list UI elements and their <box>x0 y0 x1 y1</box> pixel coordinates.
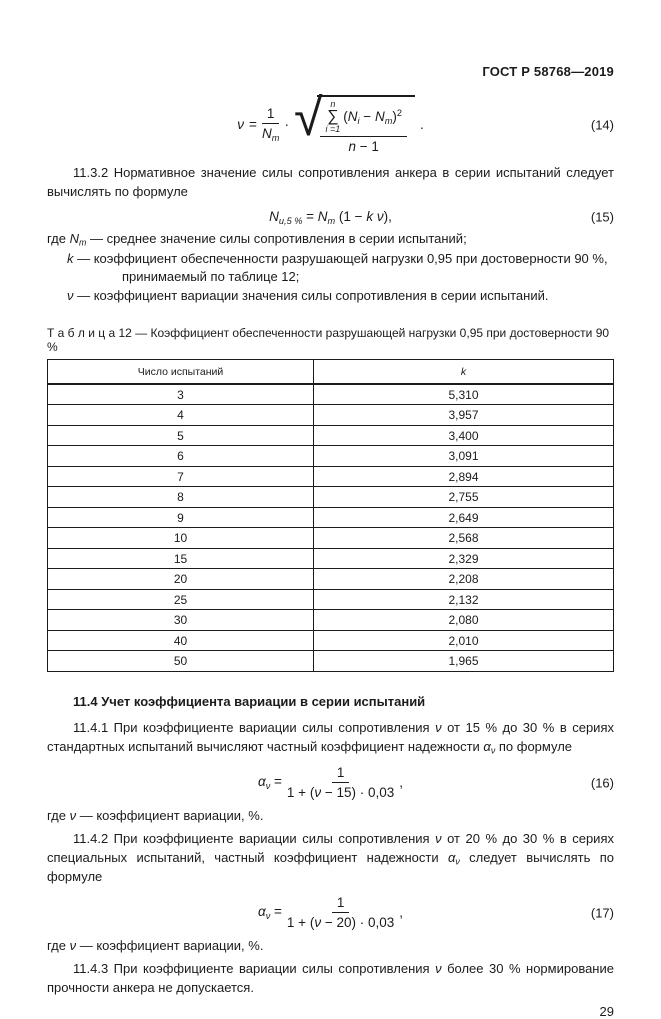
table-cell: 3,400 <box>314 425 614 446</box>
table-row <box>48 507 614 528</box>
table-cell: 5 <box>48 425 314 446</box>
formula-17-comma: , <box>399 905 403 921</box>
table-cell: 2,329 <box>314 548 614 569</box>
formula-14-period: . <box>419 117 424 132</box>
fraction-denominator: $N_m$ <box>261 126 280 143</box>
table-row <box>48 548 614 569</box>
formula-17 <box>47 895 614 930</box>
radical <box>293 89 415 154</box>
table-cell: 3,091 <box>314 446 614 467</box>
sum-upper-limit: n <box>330 99 336 109</box>
formula-14-nu: ν <box>237 117 245 132</box>
header-cell-tests-count: Число испытаний <box>48 359 314 384</box>
summation-symbol <box>325 100 340 134</box>
table-cell: 25 <box>48 589 314 610</box>
coefficients-table <box>47 359 614 672</box>
table-row <box>48 425 614 446</box>
where-clause-16: где ν — коэффициент вариации, %. <box>47 808 264 824</box>
table-cell: 3,957 <box>314 405 614 426</box>
formula-16-expression <box>47 765 614 800</box>
table-cell: 10 <box>48 528 314 549</box>
sum-term: $(N_i - N_m)^2$ <box>343 108 402 126</box>
paragraph-11-3-2: 11.3.2 Нормативное значение силы сопротивления анкера в серии испытаний следует вычислять по формуле <box>47 165 614 199</box>
formula-15-expression <box>47 209 614 226</box>
formula-16-comma: , <box>399 775 403 791</box>
fraction-numerator: 1 <box>262 106 280 124</box>
table-cell: 2,080 <box>314 610 614 631</box>
fraction-denominator: 1 + (ν − 20) · 0,03 <box>286 915 395 931</box>
table-row <box>48 446 614 467</box>
table-row <box>48 569 614 590</box>
table-cell: 2,208 <box>314 569 614 590</box>
formula-14-middot: · <box>284 117 289 132</box>
fraction-numerator: 1 <box>332 895 350 913</box>
table-row <box>48 528 614 549</box>
formula-15-number: (15) <box>590 209 614 225</box>
formula-16 <box>47 765 614 800</box>
table-row <box>48 589 614 610</box>
formula-14 <box>47 89 614 154</box>
sum-lower-limit: i =1 <box>325 124 341 134</box>
formula-15 <box>47 209 614 226</box>
formula-16-lhs: $\alpha_\nu$ = <box>257 774 282 792</box>
page-content <box>47 0 614 1019</box>
formula-14-expression <box>47 89 614 154</box>
formula-14-fraction-2 <box>320 100 406 154</box>
page-number: 29 <box>599 1003 614 1019</box>
fraction-numerator <box>320 100 406 137</box>
formula-14-equals: = <box>249 117 257 132</box>
table-cell: 2,568 <box>314 528 614 549</box>
header-cell-k: k <box>314 359 614 384</box>
table-cell: 2,894 <box>314 466 614 487</box>
table-cell: 4 <box>48 405 314 426</box>
table-cell: 2,649 <box>314 507 614 528</box>
formula-14-fraction-1 <box>262 106 280 143</box>
definition-item: k — коэффициент обеспеченности разрушающей нагрузки 0,95 при достоверности 90 %, принимаемый по таблице 12; <box>67 250 608 285</box>
formula-17-fraction <box>287 895 394 930</box>
definition-item: ν — коэффициент вариации значения силы сопротивления в серии испытаний. <box>67 287 549 303</box>
table-cell: 1,965 <box>314 651 614 672</box>
table-cell: 2,132 <box>314 589 614 610</box>
table-cell: 6 <box>48 446 314 467</box>
table-cell: 50 <box>48 651 314 672</box>
formula-17-lhs: $\alpha_\nu$ = <box>257 904 282 922</box>
table-row <box>48 610 614 631</box>
table-row <box>48 384 614 405</box>
formula-17-expression <box>47 895 614 930</box>
table-cell: 9 <box>48 507 314 528</box>
table-row <box>48 487 614 508</box>
fraction-denominator: n − 1 <box>348 139 379 154</box>
formula-15-body: $N_{u,5 \%} = N_m$ (1 − k ν), <box>269 208 392 226</box>
table-cell: 2,755 <box>314 487 614 508</box>
definitions-list <box>47 230 614 305</box>
table-cell: 30 <box>48 610 314 631</box>
table-row <box>48 651 614 672</box>
section-heading-11-4: 11.4 Учет коэффициента вариации в серии испытаний <box>73 693 426 709</box>
table-cell: 40 <box>48 630 314 651</box>
table-row <box>48 466 614 487</box>
table-caption: Т а б л и ц а 12 — Коэффициент обеспеченности разрушающей нагрузки 0,95 при достоверности 90 % <box>47 325 610 354</box>
table-cell: 2,010 <box>314 630 614 651</box>
fraction-denominator: 1 + (ν − 15) · 0,03 <box>286 785 395 801</box>
table-cell: 15 <box>48 548 314 569</box>
formula-16-fraction <box>287 765 394 800</box>
formula-17-number: (17) <box>590 905 614 921</box>
table-cell: 20 <box>48 569 314 590</box>
formula-14-number: (14) <box>590 117 614 132</box>
table-body <box>48 384 614 672</box>
table-header-row <box>48 359 614 384</box>
table-cell: 7 <box>48 466 314 487</box>
table-row <box>48 630 614 651</box>
table-cell: 8 <box>48 487 314 508</box>
sigma-icon: ∑ <box>327 108 339 125</box>
paragraph-11-4-3: 11.4.3 При коэффициенте вариации силы сопротивления ν более 30 % нормирование прочности анкера не допускается. <box>47 961 614 995</box>
where-clause-17: где ν — коэффициент вариации, %. <box>47 938 264 954</box>
paragraph-11-4-1: 11.4.1 При коэффициенте вариации силы сопротивления ν от 15 % до 30 % в сериях стандартных испытаний вычисляют частный коэффициент надежности $\alpha_\nu$ по формуле <box>47 719 614 756</box>
formula-16-number: (16) <box>590 775 614 791</box>
radical-sign-icon: √ <box>293 89 323 147</box>
table-cell: 5,310 <box>314 384 614 405</box>
fraction-numerator: 1 <box>332 765 350 783</box>
definition-item: где $N_m$ — среднее значение силы сопротивления в серии испытаний; <box>47 231 467 249</box>
document-header-title: ГОСТ Р 58768—2019 <box>482 64 614 79</box>
table-cell: 3 <box>48 384 314 405</box>
paragraph-11-4-2: 11.4.2 При коэффициенте вариации силы сопротивления ν от 20 % до 30 % в сериях специальных испытаний, частный коэффициент надежности $\alpha_\nu$ следует вычислять по формуле <box>47 831 614 885</box>
table-row <box>48 405 614 426</box>
radicand <box>317 95 414 154</box>
